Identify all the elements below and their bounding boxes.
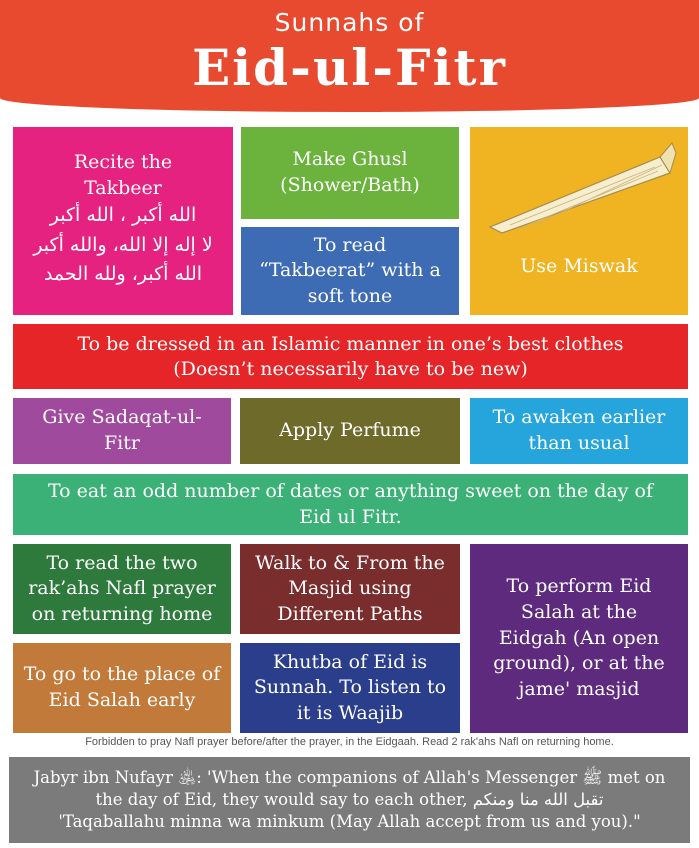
tile-walk-masjid <box>240 544 460 634</box>
takbeer-arabic-line-3: الله أكبر، ولله الحمد <box>43 263 203 286</box>
tile-perfume <box>240 398 460 464</box>
hadith-quote <box>9 757 690 843</box>
tile-label: Khutba of Eid is Sunnah. To listen to it is Waajib <box>253 650 447 724</box>
tile-dressed <box>13 324 688 389</box>
tile-label: To eat an odd number of dates or anything sweet on the day of Eid ul Fitr. <box>47 479 654 528</box>
tile-label: Walk to & From the Masjid using Different Paths <box>255 551 445 625</box>
tile-khutba <box>240 643 460 733</box>
header-subtitle: Sunnahs of <box>274 8 425 37</box>
footer-note: Forbidden to pray Nafl prayer before/after the prayer, in the Eidgaah. Read 2 rak'ahs Nafl on returning home. <box>85 736 614 748</box>
tile-go-early <box>13 643 231 733</box>
takbeer-arabic-line-1: الله أكبر ، الله أكبر <box>49 204 197 227</box>
tile-label: To awaken earlier than usual <box>492 406 666 454</box>
tile-nafl-home <box>13 544 231 634</box>
tile-miswak <box>470 127 688 315</box>
quote-line-2: the day of Eid, they would say to each other, تقبل الله منا ومنكم <box>95 789 604 809</box>
tile-recite-takbeer <box>13 127 233 315</box>
tile-label: Apply Perfume <box>279 419 421 442</box>
tile-label: Recite the Takbeer <box>73 151 173 199</box>
tile-sadaqat <box>13 398 231 464</box>
quote-line-3: 'Taqaballahu minna wa minkum (May Allah accept from us and you)." <box>58 812 641 832</box>
tile-takbeerat <box>241 227 459 315</box>
tile-label: To read the two rak’ahs Nafl prayer on returning home <box>28 551 216 625</box>
tile-label: Use Miswak <box>520 255 638 278</box>
tile-label: Give Sadaqat-ul-Fitr <box>42 406 202 454</box>
tile-eid-salah <box>470 544 688 733</box>
tile-label: To read “Takbeerat” with a soft tone <box>259 233 441 307</box>
quote-line-1: Jabyr ibn Nufayr ﵁: 'When the companions of Allah's Messenger ﷺ met on <box>33 767 666 787</box>
page-title: Eid-ul-Fitr <box>192 38 507 97</box>
tile-label: To go to the place of Eid Salah early <box>23 663 221 711</box>
takbeer-arabic-line-2: لا إله إلا الله، والله أكبر <box>33 233 213 256</box>
tile-dates <box>13 474 688 535</box>
tile-label: To perform Eid Salah at the Eidgah (An open ground), or at the jame' masjid <box>493 575 665 700</box>
miswak-stick-icon <box>480 135 680 235</box>
tile-awaken <box>470 398 688 464</box>
tile-ghusl <box>241 127 459 219</box>
tile-label: Make Ghusl (Shower/Bath) <box>280 148 420 196</box>
tile-label: To be dressed in an Islamic manner in one’s best clothes <box>77 332 624 355</box>
tile-note: (Doesn’t necessarily have to be new) <box>173 357 528 380</box>
